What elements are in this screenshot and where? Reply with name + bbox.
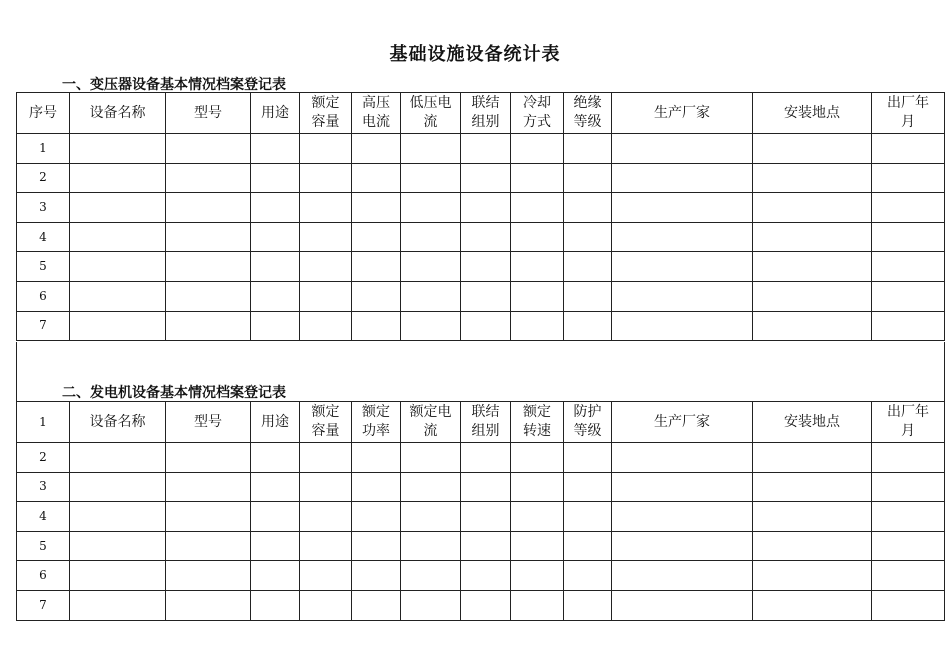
transformer-header-text: 出厂年 — [887, 95, 929, 111]
empty-cell[interactable] — [300, 472, 352, 502]
generator-header-cell — [511, 402, 564, 443]
empty-cell[interactable] — [461, 502, 511, 532]
empty-cell[interactable] — [612, 222, 753, 252]
empty-cell[interactable] — [753, 134, 872, 164]
table-row — [17, 252, 945, 282]
transformer-header-cell — [17, 93, 70, 134]
empty-cell[interactable] — [511, 590, 564, 620]
empty-cell[interactable] — [564, 193, 612, 223]
empty-cell[interactable] — [352, 502, 401, 532]
empty-cell[interactable] — [401, 134, 461, 164]
empty-cell[interactable] — [511, 531, 564, 561]
empty-cell[interactable] — [461, 134, 511, 164]
empty-cell[interactable] — [401, 443, 461, 473]
empty-cell[interactable] — [70, 472, 166, 502]
empty-cell[interactable] — [753, 502, 872, 532]
row-number: 4 — [17, 222, 70, 252]
table-row — [17, 561, 945, 591]
generator-header-text: 等级 — [573, 423, 602, 439]
generator-header-text: 功率 — [362, 423, 390, 439]
table-row — [17, 502, 945, 532]
empty-cell[interactable] — [300, 252, 352, 282]
transformer-header-text: 用途 — [261, 104, 289, 121]
empty-cell[interactable] — [352, 311, 401, 341]
empty-cell[interactable] — [612, 163, 753, 193]
empty-cell[interactable] — [564, 134, 612, 164]
transformer-header-cell — [461, 93, 511, 134]
empty-cell[interactable] — [612, 531, 753, 561]
empty-cell[interactable] — [753, 590, 872, 620]
row-number: 3 — [17, 472, 70, 502]
transformer-header-cell — [401, 93, 461, 134]
empty-cell[interactable] — [401, 163, 461, 193]
transformer-header-text: 高压 — [362, 95, 390, 111]
table-row — [17, 590, 945, 620]
table-row — [17, 134, 945, 164]
row-number: 2 — [17, 163, 70, 193]
empty-cell[interactable] — [352, 222, 401, 252]
empty-cell[interactable] — [300, 561, 352, 591]
empty-cell[interactable] — [300, 134, 352, 164]
empty-cell[interactable] — [70, 163, 166, 193]
empty-cell[interactable] — [166, 311, 251, 341]
empty-cell[interactable] — [352, 472, 401, 502]
transformer-header-cell — [70, 93, 166, 134]
page-title: 基础设施设备统计表 — [389, 44, 561, 65]
generator-header-cell — [872, 402, 945, 443]
empty-cell[interactable] — [612, 443, 753, 473]
generator-header-cell — [612, 402, 753, 443]
empty-cell[interactable] — [511, 252, 564, 282]
empty-cell[interactable] — [564, 502, 612, 532]
empty-cell[interactable] — [511, 163, 564, 193]
empty-cell[interactable] — [70, 281, 166, 311]
empty-cell[interactable] — [70, 134, 166, 164]
generator-header-text: 用途 — [261, 413, 289, 430]
generator-header-cell — [401, 402, 461, 443]
empty-cell[interactable] — [872, 134, 945, 164]
row-number: 7 — [17, 590, 70, 620]
empty-cell[interactable] — [401, 472, 461, 502]
empty-cell[interactable] — [401, 281, 461, 311]
transformer-header-text: 等级 — [573, 114, 602, 130]
transformer-header-text: 绝缘 — [573, 95, 602, 111]
empty-cell[interactable] — [300, 311, 352, 341]
generator-header-cell — [753, 402, 872, 443]
transformer-header-text: 生产厂家 — [654, 104, 710, 121]
empty-cell[interactable] — [872, 561, 945, 591]
empty-cell[interactable] — [401, 561, 461, 591]
empty-cell[interactable] — [564, 561, 612, 591]
empty-cell[interactable] — [352, 531, 401, 561]
transformer-register-table — [16, 92, 945, 341]
empty-cell[interactable] — [461, 472, 511, 502]
table-row — [17, 163, 945, 193]
empty-cell[interactable] — [461, 561, 511, 591]
empty-cell[interactable] — [166, 163, 251, 193]
empty-cell[interactable] — [300, 163, 352, 193]
empty-cell[interactable] — [753, 163, 872, 193]
empty-cell[interactable] — [166, 193, 251, 223]
row-number: 2 — [17, 443, 70, 473]
transformer-header-text: 电流 — [362, 114, 390, 130]
generator-header-text: 型号 — [194, 413, 222, 430]
transformer-header-cell — [511, 93, 564, 134]
generator-header-cell — [461, 402, 511, 443]
generator-header-cell — [17, 402, 70, 443]
empty-cell[interactable] — [352, 281, 401, 311]
generator-header-text: 联结 — [471, 404, 500, 420]
transformer-header-text: 容量 — [311, 114, 340, 130]
empty-cell[interactable] — [166, 561, 251, 591]
empty-cell[interactable] — [300, 531, 352, 561]
empty-cell[interactable] — [401, 502, 461, 532]
transformer-header-text: 安装地点 — [784, 104, 840, 121]
empty-cell[interactable] — [753, 252, 872, 282]
empty-cell[interactable] — [401, 531, 461, 561]
empty-cell[interactable] — [352, 590, 401, 620]
transformer-header-cell — [564, 93, 612, 134]
generator-header-text: 出厂年 — [887, 404, 929, 420]
empty-cell[interactable] — [251, 193, 300, 223]
empty-cell[interactable] — [872, 163, 945, 193]
empty-cell[interactable] — [166, 472, 251, 502]
empty-cell[interactable] — [461, 193, 511, 223]
table-row — [17, 443, 945, 473]
empty-cell[interactable] — [753, 472, 872, 502]
empty-cell[interactable] — [612, 561, 753, 591]
row-number: 6 — [17, 561, 70, 591]
generator-header-text: 组别 — [471, 423, 500, 439]
empty-cell[interactable] — [70, 193, 166, 223]
empty-cell[interactable] — [872, 281, 945, 311]
empty-cell[interactable] — [872, 443, 945, 473]
empty-cell[interactable] — [70, 222, 166, 252]
empty-cell[interactable] — [872, 531, 945, 561]
empty-cell[interactable] — [251, 134, 300, 164]
empty-cell[interactable] — [461, 252, 511, 282]
empty-cell[interactable] — [352, 163, 401, 193]
empty-cell[interactable] — [251, 222, 300, 252]
empty-cell[interactable] — [564, 222, 612, 252]
empty-cell[interactable] — [511, 443, 564, 473]
generator-header-cell — [564, 402, 612, 443]
empty-cell[interactable] — [251, 163, 300, 193]
empty-cell[interactable] — [564, 252, 612, 282]
empty-cell[interactable] — [300, 590, 352, 620]
empty-cell[interactable] — [511, 502, 564, 532]
empty-cell[interactable] — [872, 252, 945, 282]
transformer-header-text: 额定 — [311, 95, 340, 111]
transformer-header-cell — [612, 93, 753, 134]
empty-cell[interactable] — [70, 531, 166, 561]
row-number: 5 — [17, 531, 70, 561]
generator-header-text: 安装地点 — [784, 413, 840, 430]
generator-header-text: 月 — [901, 423, 915, 439]
generator-header-text: 额定 — [362, 404, 390, 420]
transformer-header-text: 序号 — [29, 104, 57, 121]
empty-cell[interactable] — [564, 311, 612, 341]
generator-header-text: 额定 — [311, 404, 340, 420]
empty-cell[interactable] — [251, 531, 300, 561]
empty-cell[interactable] — [166, 502, 251, 532]
empty-cell[interactable] — [401, 222, 461, 252]
empty-cell[interactable] — [872, 472, 945, 502]
generator-register-table — [16, 401, 945, 621]
empty-cell[interactable] — [564, 163, 612, 193]
transformer-header-cell — [300, 93, 352, 134]
generator-header-text: 容量 — [311, 423, 340, 439]
empty-cell[interactable] — [612, 311, 753, 341]
empty-cell[interactable] — [564, 472, 612, 502]
empty-cell[interactable] — [251, 281, 300, 311]
generator-header-row — [17, 402, 945, 443]
empty-cell[interactable] — [352, 561, 401, 591]
transformer-header-cell — [872, 93, 945, 134]
empty-cell[interactable] — [564, 443, 612, 473]
empty-cell[interactable] — [461, 531, 511, 561]
table-row — [17, 472, 945, 502]
empty-cell[interactable] — [872, 590, 945, 620]
empty-cell[interactable] — [612, 134, 753, 164]
generator-section-title: 二、发电机设备基本情况档案登记表 — [62, 385, 286, 401]
transformer-header-text: 联结 — [471, 95, 500, 111]
empty-cell[interactable] — [461, 222, 511, 252]
empty-cell[interactable] — [300, 443, 352, 473]
empty-cell[interactable] — [564, 281, 612, 311]
empty-cell[interactable] — [352, 193, 401, 223]
row-number: 1 — [17, 134, 70, 164]
empty-cell[interactable] — [564, 590, 612, 620]
empty-cell[interactable] — [461, 590, 511, 620]
empty-cell[interactable] — [251, 590, 300, 620]
empty-cell[interactable] — [511, 472, 564, 502]
empty-cell[interactable] — [401, 311, 461, 341]
transformer-section-title: 一、变压器设备基本情况档案登记表 — [62, 77, 286, 93]
transformer-header-cell — [352, 93, 401, 134]
transformer-header-text: 冷却 — [523, 95, 551, 111]
empty-cell[interactable] — [753, 193, 872, 223]
empty-cell[interactable] — [251, 502, 300, 532]
empty-cell[interactable] — [70, 443, 166, 473]
empty-cell[interactable] — [300, 193, 352, 223]
row-number: 6 — [17, 281, 70, 311]
empty-cell[interactable] — [70, 561, 166, 591]
empty-cell[interactable] — [166, 252, 251, 282]
generator-header-cell — [166, 402, 251, 443]
table-row — [17, 281, 945, 311]
row-number: 4 — [17, 502, 70, 532]
empty-cell[interactable] — [401, 252, 461, 282]
empty-cell[interactable] — [564, 531, 612, 561]
empty-cell[interactable] — [166, 222, 251, 252]
empty-cell[interactable] — [70, 590, 166, 620]
empty-cell[interactable] — [461, 443, 511, 473]
generator-header-text: 防护 — [573, 404, 602, 420]
empty-cell[interactable] — [70, 502, 166, 532]
transformer-header-row — [17, 93, 945, 134]
empty-cell[interactable] — [300, 281, 352, 311]
generator-header-cell — [251, 402, 300, 443]
empty-cell[interactable] — [70, 252, 166, 282]
empty-cell[interactable] — [511, 193, 564, 223]
empty-cell[interactable] — [753, 281, 872, 311]
empty-cell[interactable] — [300, 502, 352, 532]
transformer-header-text: 低压电 — [409, 95, 452, 111]
empty-cell[interactable] — [511, 134, 564, 164]
empty-cell[interactable] — [612, 590, 753, 620]
empty-cell[interactable] — [612, 281, 753, 311]
empty-cell[interactable] — [251, 311, 300, 341]
generator-header-text: 1 — [39, 414, 47, 429]
transformer-header-text: 型号 — [194, 104, 222, 121]
table-row — [17, 193, 945, 223]
empty-cell[interactable] — [612, 193, 753, 223]
empty-cell[interactable] — [753, 443, 872, 473]
empty-cell[interactable] — [401, 193, 461, 223]
empty-cell[interactable] — [872, 502, 945, 532]
empty-cell[interactable] — [251, 561, 300, 591]
transformer-header-text: 组别 — [471, 114, 500, 130]
generator-header-text: 额定 — [523, 404, 551, 420]
empty-cell[interactable] — [753, 311, 872, 341]
generator-header-cell — [352, 402, 401, 443]
generator-header-text: 生产厂家 — [654, 413, 710, 430]
transformer-header-cell — [251, 93, 300, 134]
empty-cell[interactable] — [166, 134, 251, 164]
empty-cell[interactable] — [872, 311, 945, 341]
empty-cell[interactable] — [166, 443, 251, 473]
generator-header-text: 额定电 — [409, 404, 452, 420]
transformer-header-text: 设备名称 — [89, 104, 146, 121]
row-number: 5 — [17, 252, 70, 282]
table-row — [17, 531, 945, 561]
row-number: 7 — [17, 311, 70, 341]
empty-cell[interactable] — [511, 222, 564, 252]
empty-cell[interactable] — [401, 590, 461, 620]
generator-header-text: 流 — [423, 423, 438, 439]
empty-cell[interactable] — [753, 561, 872, 591]
generator-header-text: 设备名称 — [89, 413, 146, 430]
transformer-header-text: 方式 — [523, 114, 551, 130]
empty-cell[interactable] — [612, 252, 753, 282]
row-number: 3 — [17, 193, 70, 223]
empty-cell[interactable] — [753, 222, 872, 252]
empty-cell[interactable] — [612, 502, 753, 532]
transformer-header-cell — [753, 93, 872, 134]
transformer-header-text: 流 — [423, 114, 438, 130]
empty-cell[interactable] — [251, 252, 300, 282]
empty-cell[interactable] — [511, 561, 564, 591]
empty-cell[interactable] — [461, 281, 511, 311]
empty-cell[interactable] — [612, 472, 753, 502]
empty-cell[interactable] — [251, 443, 300, 473]
empty-cell[interactable] — [70, 311, 166, 341]
empty-cell[interactable] — [300, 222, 352, 252]
empty-cell[interactable] — [872, 193, 945, 223]
empty-cell[interactable] — [753, 531, 872, 561]
empty-cell[interactable] — [461, 311, 511, 341]
empty-cell[interactable] — [352, 252, 401, 282]
empty-cell[interactable] — [511, 311, 564, 341]
generator-header-cell — [70, 402, 166, 443]
generator-header-cell — [300, 402, 352, 443]
table-row — [17, 311, 945, 341]
empty-cell[interactable] — [251, 472, 300, 502]
transformer-header-text: 月 — [901, 114, 915, 130]
table-row — [17, 222, 945, 252]
empty-cell[interactable] — [352, 134, 401, 164]
empty-cell[interactable] — [166, 281, 251, 311]
empty-cell[interactable] — [511, 281, 564, 311]
empty-cell[interactable] — [352, 443, 401, 473]
generator-header-text: 转速 — [523, 423, 551, 439]
transformer-header-cell — [166, 93, 251, 134]
empty-cell[interactable] — [872, 222, 945, 252]
empty-cell[interactable] — [166, 590, 251, 620]
empty-cell[interactable] — [461, 163, 511, 193]
empty-cell[interactable] — [166, 531, 251, 561]
